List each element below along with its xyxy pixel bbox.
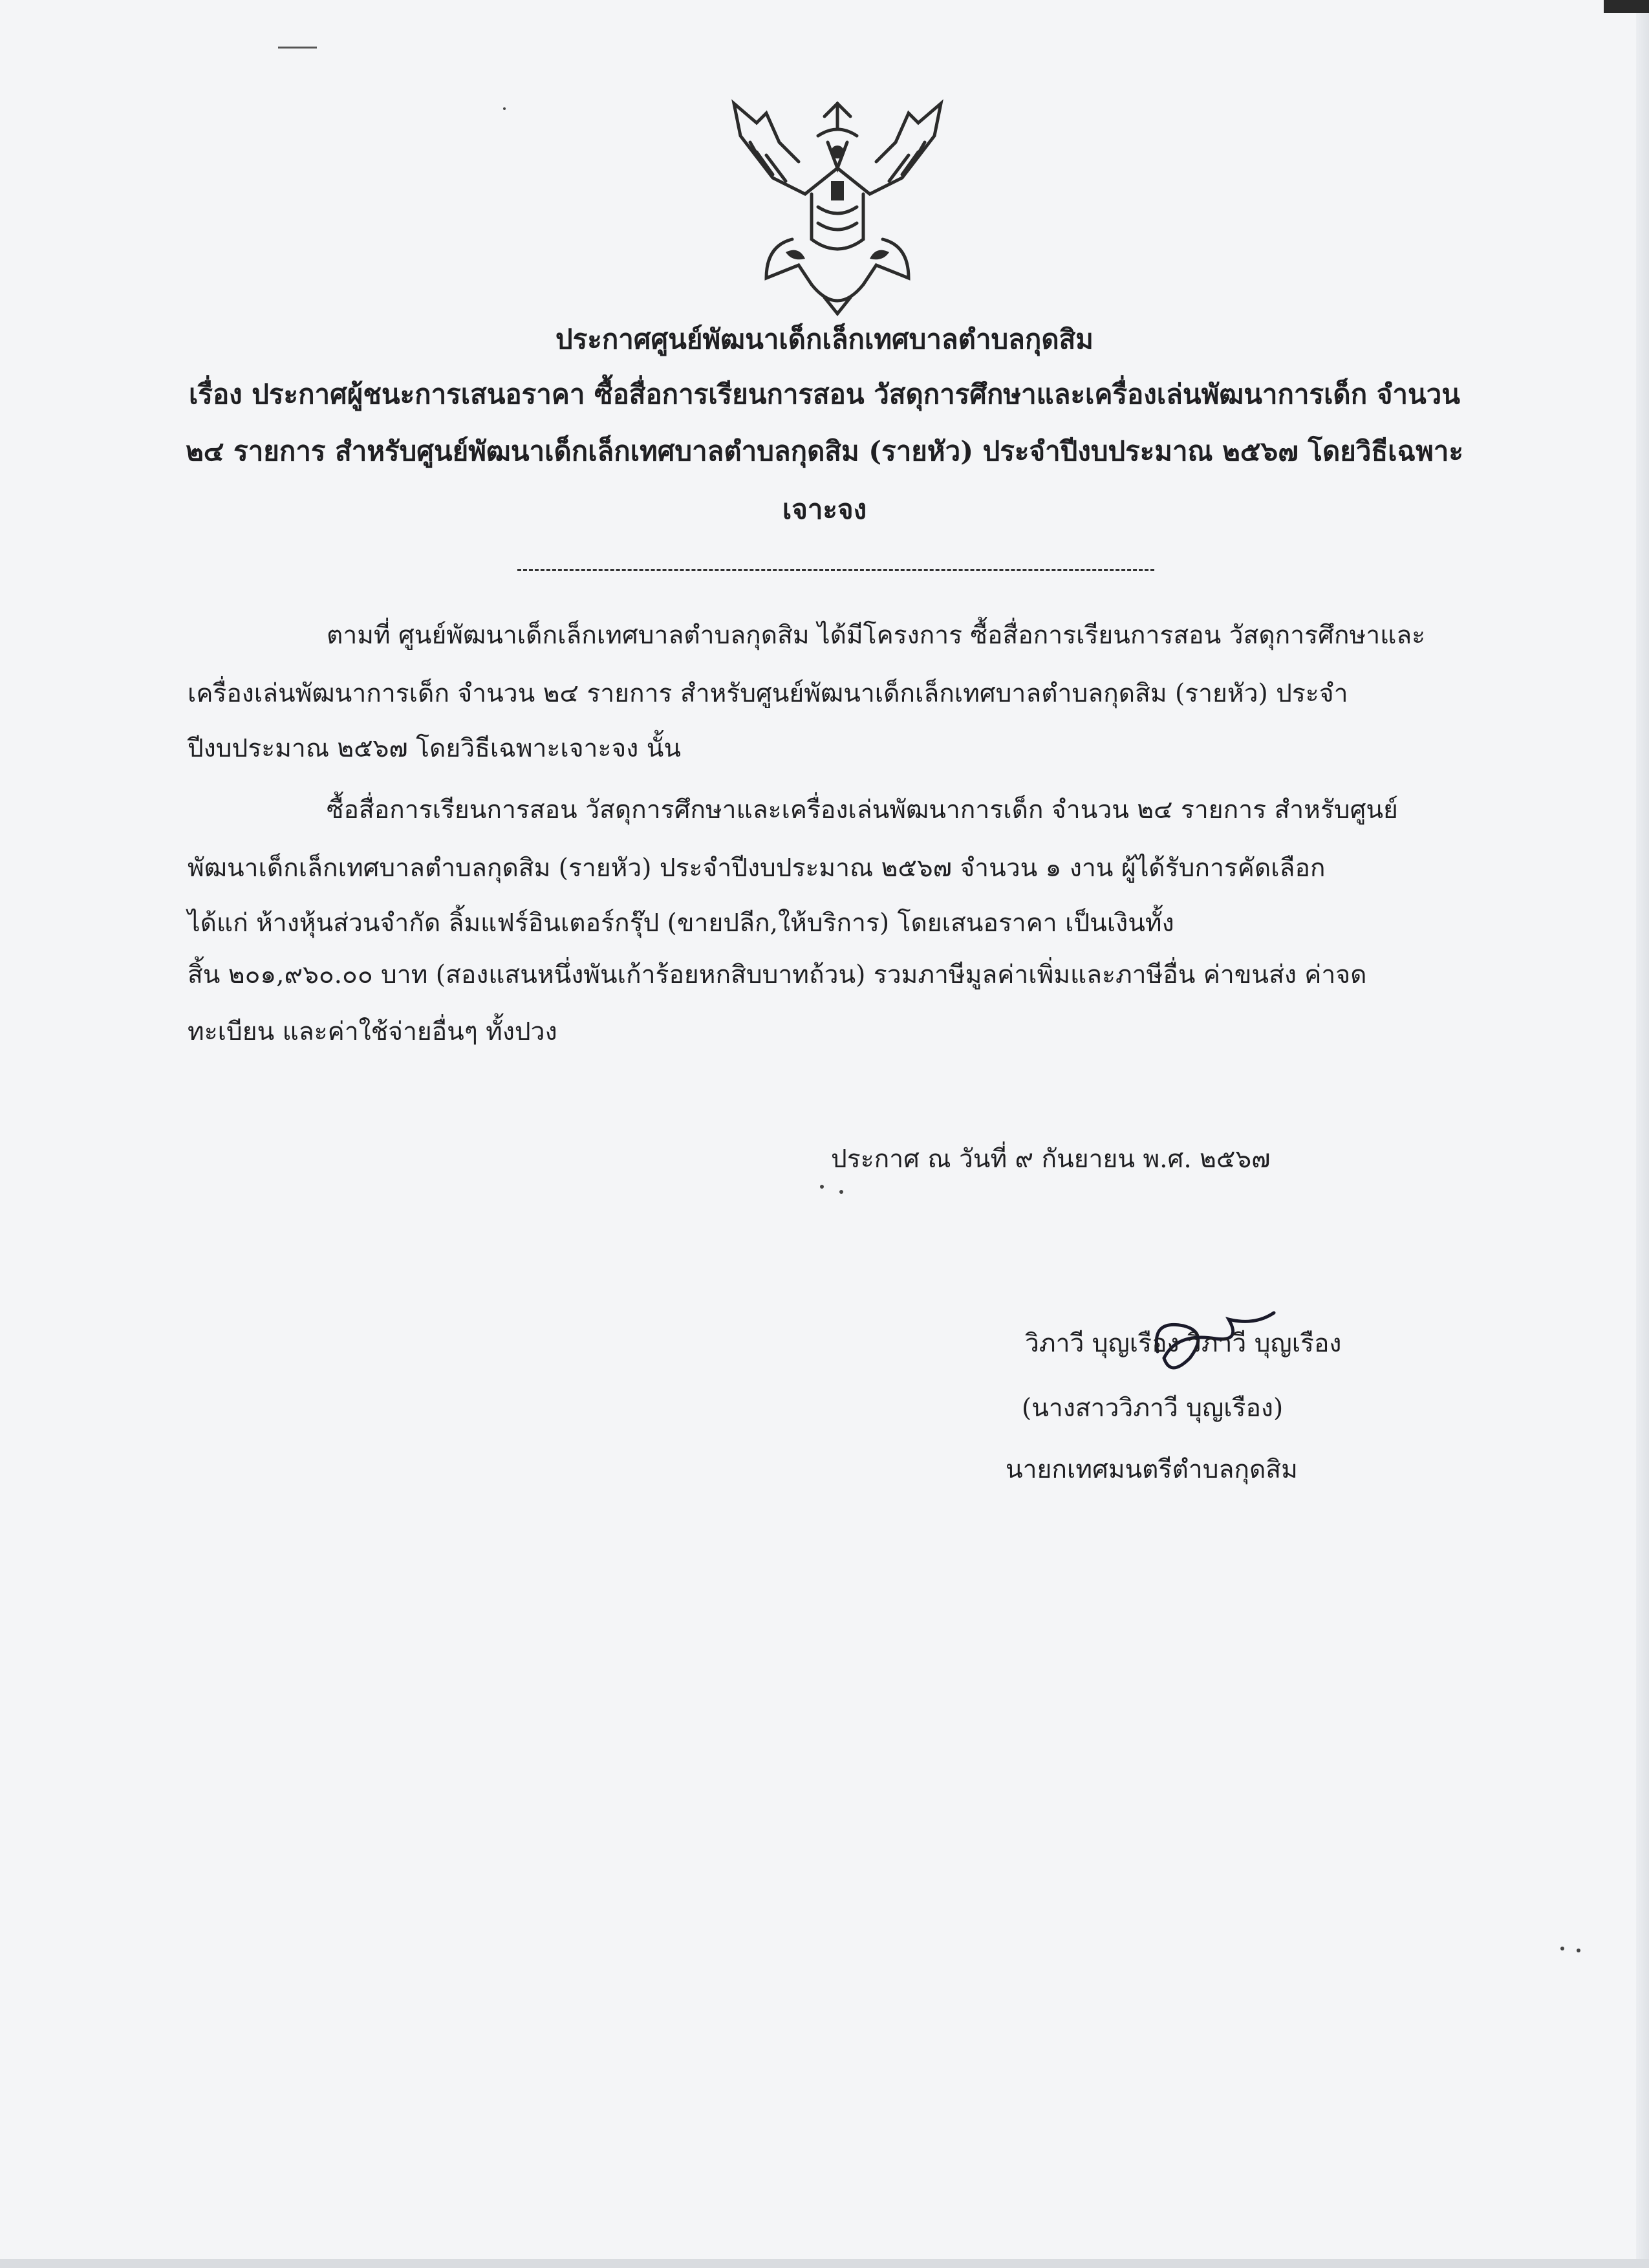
paragraph-line: ทะเบียน และค่าใช้จ่ายอื่นๆ ทั้งปวง: [188, 1017, 557, 1046]
paragraph-line: ได้แก่ ห้างหุ้นส่วนจำกัด ลิ้มแฟร์อินเตอร์กรุ๊ป (ขายปลีก,ให้บริการ) โดยเสนอราคา เป็นเงินทั้ง: [188, 909, 1174, 938]
scan-mark: [278, 47, 317, 49]
dashed-separator: [517, 569, 1154, 571]
paragraph-line: ตามที่ ศูนย์พัฒนาเด็กเล็กเทศบาลตำบลกุดสิม ได้มีโครงการ ซื้อสื่อการเรียนการสอน วัสดุการศึกษาและ: [327, 621, 1426, 650]
signer-typed-signature: วิภาวี บุญเรือง วิภาวี บุญเรือง: [1025, 1329, 1342, 1358]
scan-speck: [503, 107, 506, 110]
subject-line: เจาะจง: [782, 493, 867, 525]
paragraph-line: ปีงบประมาณ ๒๕๖๗ โดยวิธีเฉพาะเจาะจง นั้น: [188, 734, 682, 763]
scan-edge: [1636, 0, 1649, 2268]
signer-name: (นางสาววิภาวี บุญเรือง): [1022, 1394, 1284, 1423]
scan-speck: [1577, 1949, 1580, 1952]
document-title: ประกาศศูนย์พัฒนาเด็กเล็กเทศบาลตำบลกุดสิม: [555, 323, 1094, 355]
paragraph-line: สิ้น ๒๐๑,๙๖๐.๐๐ บาท (สองแสนหนึ่งพันเก้าร้อยหกสิบบาทถ้วน) รวมภาษีมูลค่าเพิ่มและภาษีอื่น ค่าขนส่ง ค่าจด: [188, 960, 1367, 989]
scan-edge: [0, 2259, 1649, 2268]
paragraph-line: ซื้อสื่อการเรียนการสอน วัสดุการศึกษาและเครื่องเล่นพัฒนาการเด็ก จำนวน ๒๔ รายการ สำหรับศูนย์: [327, 795, 1398, 825]
signer-position: นายกเทศมนตรีตำบลกุดสิม: [1006, 1455, 1298, 1484]
paragraph-line: พัฒนาเด็กเล็กเทศบาลตำบลกุดสิม (รายหัว) ประจำปีงบประมาณ ๒๕๖๗ จำนวน ๑ งาน ผู้ได้รับการคัดเลือก: [188, 854, 1326, 883]
scan-speck: [839, 1190, 843, 1194]
announcement-date: ประกาศ ณ วันที่ ๙ กันยายน พ.ศ. ๒๕๖๗: [831, 1145, 1271, 1174]
paragraph-line: เครื่องเล่นพัฒนาการเด็ก จำนวน ๒๔ รายการ สำหรับศูนย์พัฒนาเด็กเล็กเทศบาลตำบลกุดสิม (รายหัว) ประจำ: [188, 679, 1348, 708]
subject-line: เรื่อง ประกาศผู้ชนะการเสนอราคา ซื้อสื่อการเรียนการสอน วัสดุการศึกษาและเครื่องเล่นพัฒนาการเด็ก จำนวน: [189, 378, 1460, 410]
scan-speck: [1560, 1947, 1564, 1950]
subject-line: ๒๔ รายการ สำหรับศูนย์พัฒนาเด็กเล็กเทศบาลตำบลกุดสิม (รายหัว) ประจำปีงบประมาณ ๒๕๖๗ โดยวิธีเฉพาะ: [186, 435, 1463, 467]
scan-mark: [1604, 0, 1649, 13]
scan-speck: [820, 1185, 824, 1189]
garuda-emblem-icon: [727, 91, 947, 323]
